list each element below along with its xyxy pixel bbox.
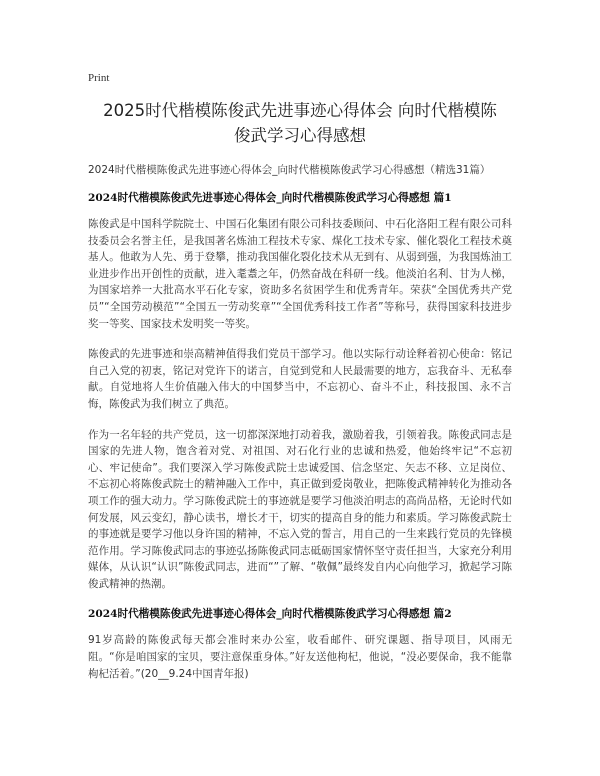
document-title-line-1: 2025时代楷模陈俊武先进事迹心得体会 向时代楷模陈 bbox=[103, 101, 497, 120]
paragraph: 陈俊武的先进事迹和崇高精神值得我们党员干部学习。他以实际行动诠释着初心使命：铭记自己入党的初衷，铭记对党许下的诺言，自觉到党和人民最需要的地方，忘我奋斗、无私奉献。自觉地将人生价值融入伟大的中国梦当中，不忘初心、奋斗不止，科技报国、永不言悔，陈俊武为我们树立了典范。 bbox=[88, 348, 512, 410]
paragraph: 91岁高龄的陈俊武每天都会准时来办公室，收看邮件、研究课题、指导项目，风雨无阻。“你是咱国家的宝贝，要注意保重身体。”好友送他枸杞，他说，“没必要保命，我不能靠枸杞活着。”(20__9.24中国青年报) bbox=[88, 634, 512, 680]
section-1 bbox=[88, 190, 512, 592]
document-title-line-2: 俊武学习心得感想 bbox=[234, 126, 366, 145]
paragraph: 作为一名年轻的共产党员，这一切都深深地打动着我，激励着我，引领着我。陈俊武同志是国家的先进人物，饱含着对党、对祖国、对石化行业的忠诚和热爱，他始终牢记“不忘初心、牢记使命”。我们要深入学习陈俊武院士忠诚爱国、信念坚定、矢志不移、立足岗位、不忘初心将陈俊武院士的精神融入工作中，真正做到爱岗敬业，把陈俊武精神转化为推动各项工作的强大动力。学习陈俊武院士的事迹就是要学习他淡泊明志的高尚品格，无论时代如何发展，风云变幻，静心读书，增长才干，切实的提高自身的能力和素质。学习陈俊武院士的事迹就是要学习他以身许国的精神，不忘入党的誓言，用自己的一生来践行党员的先锋模范作用。学习陈俊武同志的事迹弘扬陈俊武同志砥砺国家情怀坚守责任担当，大家充分利用媒体，从认识“认识”陈俊武同志，进而“”了解、“敬佩”最终发自内心向他学习，掀起学习陈俊武精神的热潮。 bbox=[88, 428, 512, 590]
document-title bbox=[88, 98, 512, 148]
section-heading: 2024时代楷模陈俊武先进事迹心得体会_向时代楷模陈俊武学习心得感想 篇1 bbox=[88, 192, 452, 204]
document-intro: 2024时代楷模陈俊武先进事迹心得体会_向时代楷模陈俊武学习心得感想（精选31篇） bbox=[88, 164, 491, 176]
paragraph: 陈俊武是中国科学院院士、中国石化集团有限公司科技委顾问、中石化洛阳工程有限公司科技委员会名誉主任，是我国著名炼油工程技术专家、煤化工技术专家、催化裂化工程技术奠基人。他敢为人先、勇于登攀，推动我国催化裂化技术从无到有、从弱到强，为我国炼油工业进步作出开创性的贡献，进入耄耋之年，仍然奋战在科研一线。他淡泊名利、甘为人梯，为国家培养一大批高水平石化专家，资助多名贫困学生和优秀青年。荣获“全国优秀共产党员”“全国劳动模范”“全国五一劳动奖章”“全国优秀科技工作者”等称号，获得国家科技进步奖一等奖、国家技术发明奖一等奖。 bbox=[88, 218, 512, 330]
section-heading: 2024时代楷模陈俊武先进事迹心得体会_向时代楷模陈俊武学习心得感想 篇2 bbox=[88, 608, 452, 621]
section-2 bbox=[88, 606, 512, 682]
print-link[interactable]: Print bbox=[88, 72, 110, 84]
